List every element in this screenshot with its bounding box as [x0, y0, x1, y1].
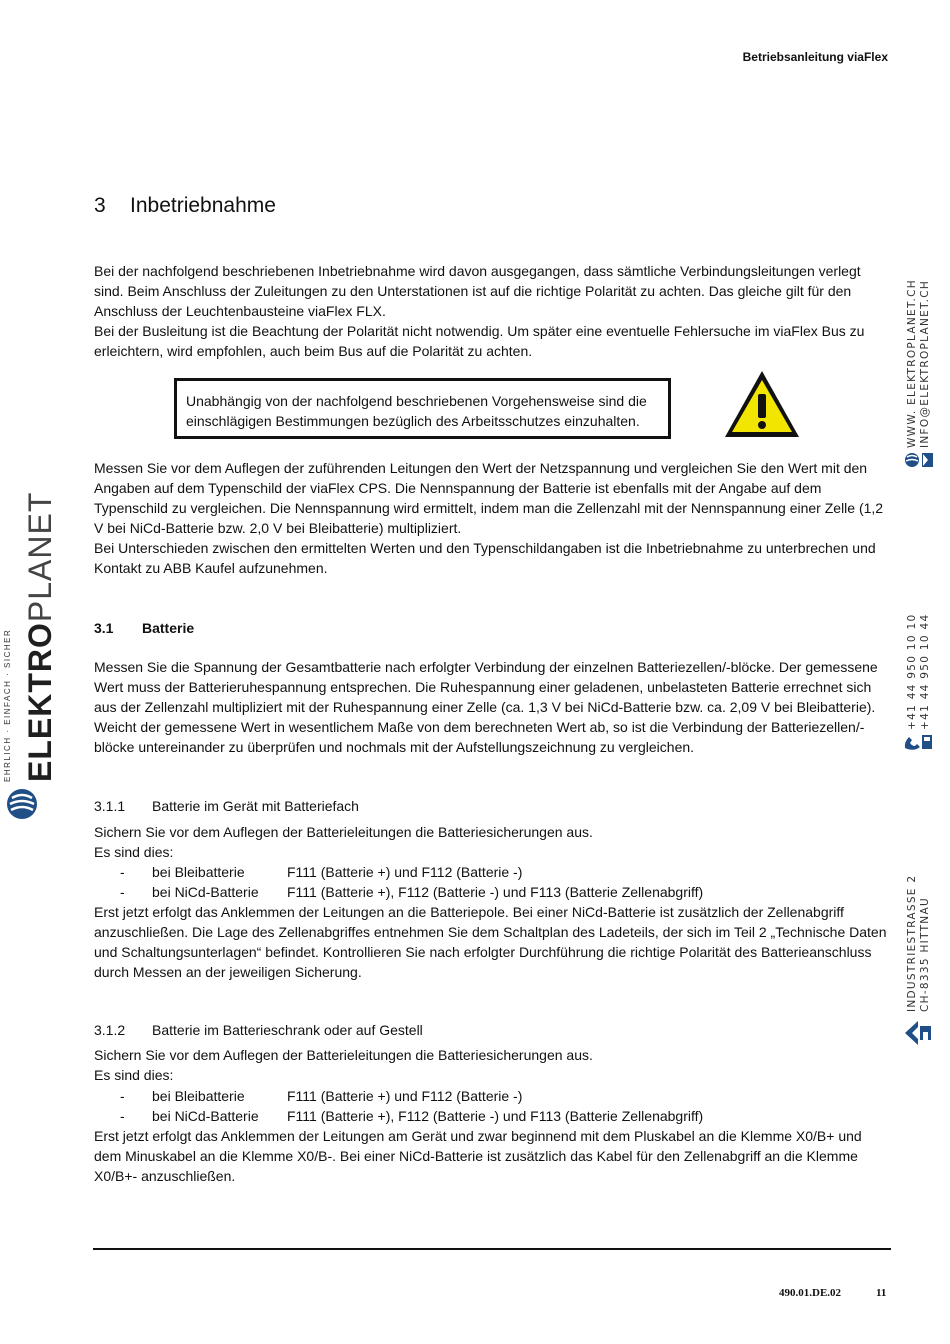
intro-paragraph-2: Bei der Busleitung ist die Beachtung der Polarität nicht notwendig. Um später eine eventuelle Fehlersuche im viaFlex Bus zu erleichtern, wird empfohlen, auch beim Bus auf die Polarität zu achten.	[94, 323, 865, 359]
header-title: Betriebsanleitung viaFlex	[742, 50, 888, 64]
section-number: 3.1	[94, 620, 114, 636]
street-text: INDUSTRIESTRASSE 2	[906, 874, 918, 1012]
connection-paragraph-2: Erst jetzt erfolgt das Anklemmen der Leitungen am Gerät und zwar beginnend mit dem Pluskabel an die Klemme X0/B+ und dem Minuskabel an die Klemme X0/B-. Bei einer NiCd-Batterie ist zusätzlich das Kabel für den Zellenabgriff an die Klemme X0/B+- anzuschließen.	[94, 1128, 862, 1184]
section-title: Inbetriebnahme	[130, 194, 276, 217]
list-item: - bei Bleibatterie F111 (Batterie +) und F112 (Batterie -)	[120, 864, 523, 880]
fuse-list-intro-2: Es sind dies:	[94, 1067, 174, 1083]
connection-paragraph-1: Erst jetzt erfolgt das Anklemmen der Leitungen an die Batteriepole. Bei einer NiCd-Batterie ist zusätzlich der Zellenabgriff anzuschließen. Die Lage des Zellenabgriffes entnehmen Sie dem Schaltplan des Ladeteils, der sich im Teil 2 „Technische Daten und Schaltungsunterlagen“ befindet. Kontrollieren Sie nach erfolgter Durchführung die richtige Polarität des Batterieanschluss durch Messen an der jeweiligen Sicherung.	[94, 904, 887, 980]
web-icon	[904, 451, 934, 474]
list-item: - bei NiCd-Batterie F111 (Batterie +), F112 (Batterie -) und F113 (Batterie Zellenabgriff)	[120, 884, 704, 900]
intro-paragraph-1: Bei der nachfolgend beschriebenen Inbetriebnahme wird davon ausgegangen, dass sämtliche Verbindungsleitungen verlegt sind. Beim Anschluss der Zuleitungen zu den Unterstationen ist auf die richtige Polarität zu achten. Das gleiche gilt für den Anschluss der Leuchtenbausteine viaFlex FLX.	[94, 263, 861, 319]
warning-triangle-icon	[722, 368, 802, 445]
measurement-paragraphs	[94, 458, 890, 578]
fuse-instruction-1: Sichern Sie vor dem Auflegen der Batterieleitungen die Batteriesicherungen aus.	[94, 824, 593, 840]
fuse-list-intro-1: Es sind dies:	[94, 844, 174, 860]
battery-paragraph: Messen Sie die Spannung der Gesamtbatterie nach erfolgter Verbindung der einzelnen Batteriezellen/-blöcke. Der gemessene Wert muss der Batterieruhespannung entsprechen. Die Ruhespannung einer geladenen, unbelasteten Batterie errechnet sich aus der Zellenzahl multipliziert mit der Ruhespannung einer Zelle (ca. 1,3 V bei NiCd-Batterie bzw. ca. 2,09 V bei Bleibatterie). Weicht der gemessene Wert in wesentlichem Maße von dem berechneten Wert ab, so ist die Verbindung der Batteriezellen/-blöcke untereinander zu überprüfen und nochmals mit der Aufstellungszeichnung zu vergleichen.	[94, 659, 878, 755]
section-heading-3	[94, 194, 276, 218]
section-number: 3.1.1	[94, 798, 126, 814]
fuse-instruction-2: Sichern Sie vor dem Auflegen der Batterieleitungen die Batteriesicherungen aus.	[94, 1047, 593, 1063]
page-number: 11	[876, 1287, 887, 1299]
measurement-paragraph-1: Messen Sie vor dem Auflegen der zuführenden Leitungen den Wert der Netzspannung und vergleichen Sie den Wert mit den Angaben auf dem Typenschild der viaFlex CPS. Die Nennspannung der Batterie ist ebenfalls mit der Angabe auf dem Typenschild zu vergleichen. Die Nennspannung wird ermittelt, indem man die Zellenzahl mit der Nennspannung einer Zelle (1,2 V bei NiCd-Batterie bzw. 2,0 V bei Bleibatterie) multipliziert.	[94, 460, 884, 536]
fax-text: +41 44 950 10 44	[919, 613, 931, 730]
email-text: INFO@ELEKTROPLANET.CH	[919, 279, 931, 448]
brand-globe-icon	[6, 788, 38, 825]
section-heading-3-1	[94, 620, 194, 636]
brand-tagline: EHRLICH · EINFACH · SICHER	[3, 628, 12, 782]
phone-text: +41 44 950 10 10	[906, 613, 918, 730]
measurement-paragraph-2: Bei Unterschieden zwischen den ermittelten Werten und den Typenschildangaben ist die Inbetriebnahme zu unterbrechen und Kontakt zu ABB Kaufel aufzunehmen.	[94, 540, 876, 576]
intro-paragraphs	[94, 261, 890, 361]
section-heading-3-1-1	[94, 798, 359, 814]
brand-logo	[0, 491, 58, 830]
section-title: Batterie im Batterieschrank oder auf Gestell	[152, 1022, 423, 1038]
document-code: 490.01.DE.02	[779, 1287, 842, 1299]
section-number: 3	[94, 194, 106, 217]
section-title: Batterie	[142, 620, 195, 636]
phone-icon	[902, 732, 934, 757]
section-title: Batterie im Gerät mit Batteriefach	[152, 798, 359, 814]
section-number: 3.1.2	[94, 1022, 126, 1038]
list-item: - bei NiCd-Batterie F111 (Batterie +), F112 (Batterie -) und F113 (Batterie Zellenabgriff)	[120, 1108, 704, 1124]
website-text: WWW. ELEKTROPLANET.CH	[906, 279, 918, 448]
home-icon	[903, 1018, 933, 1053]
city-text: CH-8335 HITTNAU	[919, 897, 931, 1012]
section-heading-3-1-2	[94, 1022, 423, 1038]
list-item: - bei Bleibatterie F111 (Batterie +) und F112 (Batterie -)	[120, 1088, 523, 1104]
footer-divider	[93, 1248, 891, 1250]
safety-notice-box: Unabhängig von der nachfolgend beschriebenen Vorgehensweise sind die einschlägigen Bestimmungen bezüglich des Arbeitsschutzes einzuhalten.	[174, 378, 671, 439]
brand-name: ELEKTROPLANET	[22, 491, 58, 782]
